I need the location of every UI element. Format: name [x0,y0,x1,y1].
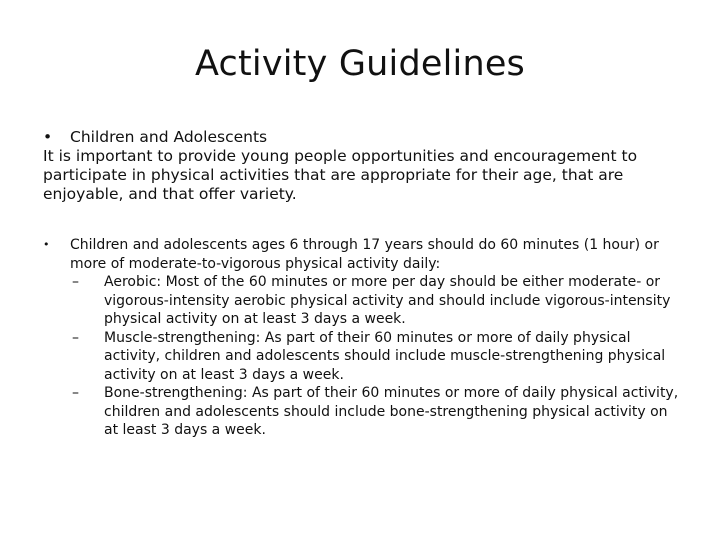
guideline-item [43,236,683,273]
bullet-icon: • [43,238,50,251]
sub-item-muscle [72,329,683,385]
sub-item-text: Bone-strengthening: As part of their 60 minutes or more of daily physical activity, children and adolescents should include bone-strengthening physical activity on at least 3 days a week. [104,385,679,438]
intro-heading: Children and Adolescents [70,128,268,146]
intro-heading-line [43,128,683,147]
guideline-text: Children and adolescents ages 6 through 17 years should do 60 minutes (1 hour) or more of moderate-to-vigorous physical activity daily: [70,237,659,272]
guideline-section [43,236,683,440]
guideline-sub-list [72,273,683,440]
bullet-icon: • [43,128,53,146]
sub-item-text: Aerobic: Most of the 60 minutes or more per day should be either moderate- or vigorous-intensity aerobic physical activity and should include vigorous-intensity physical activity on at least 3 days a week. [104,274,671,327]
sub-item-aerobic [72,273,683,329]
dash-icon: – [72,385,79,401]
intro-paragraph: It is important to provide young people opportunities and encouragement to participate in physical activities that are appropriate for their age, that are enjoyable, and that offer variety. [43,147,638,203]
sub-item-text: Muscle-strengthening: As part of their 60 minutes or more of daily physical activity, children and adolescents should include muscle-strengthening physical activity on at least 3 days a week. [104,329,666,383]
intro-section [43,128,683,204]
slide-title: Activity Guidelines [195,44,525,84]
dash-icon: – [72,329,79,346]
dash-icon: – [72,274,79,290]
sub-item-bone [72,384,683,440]
